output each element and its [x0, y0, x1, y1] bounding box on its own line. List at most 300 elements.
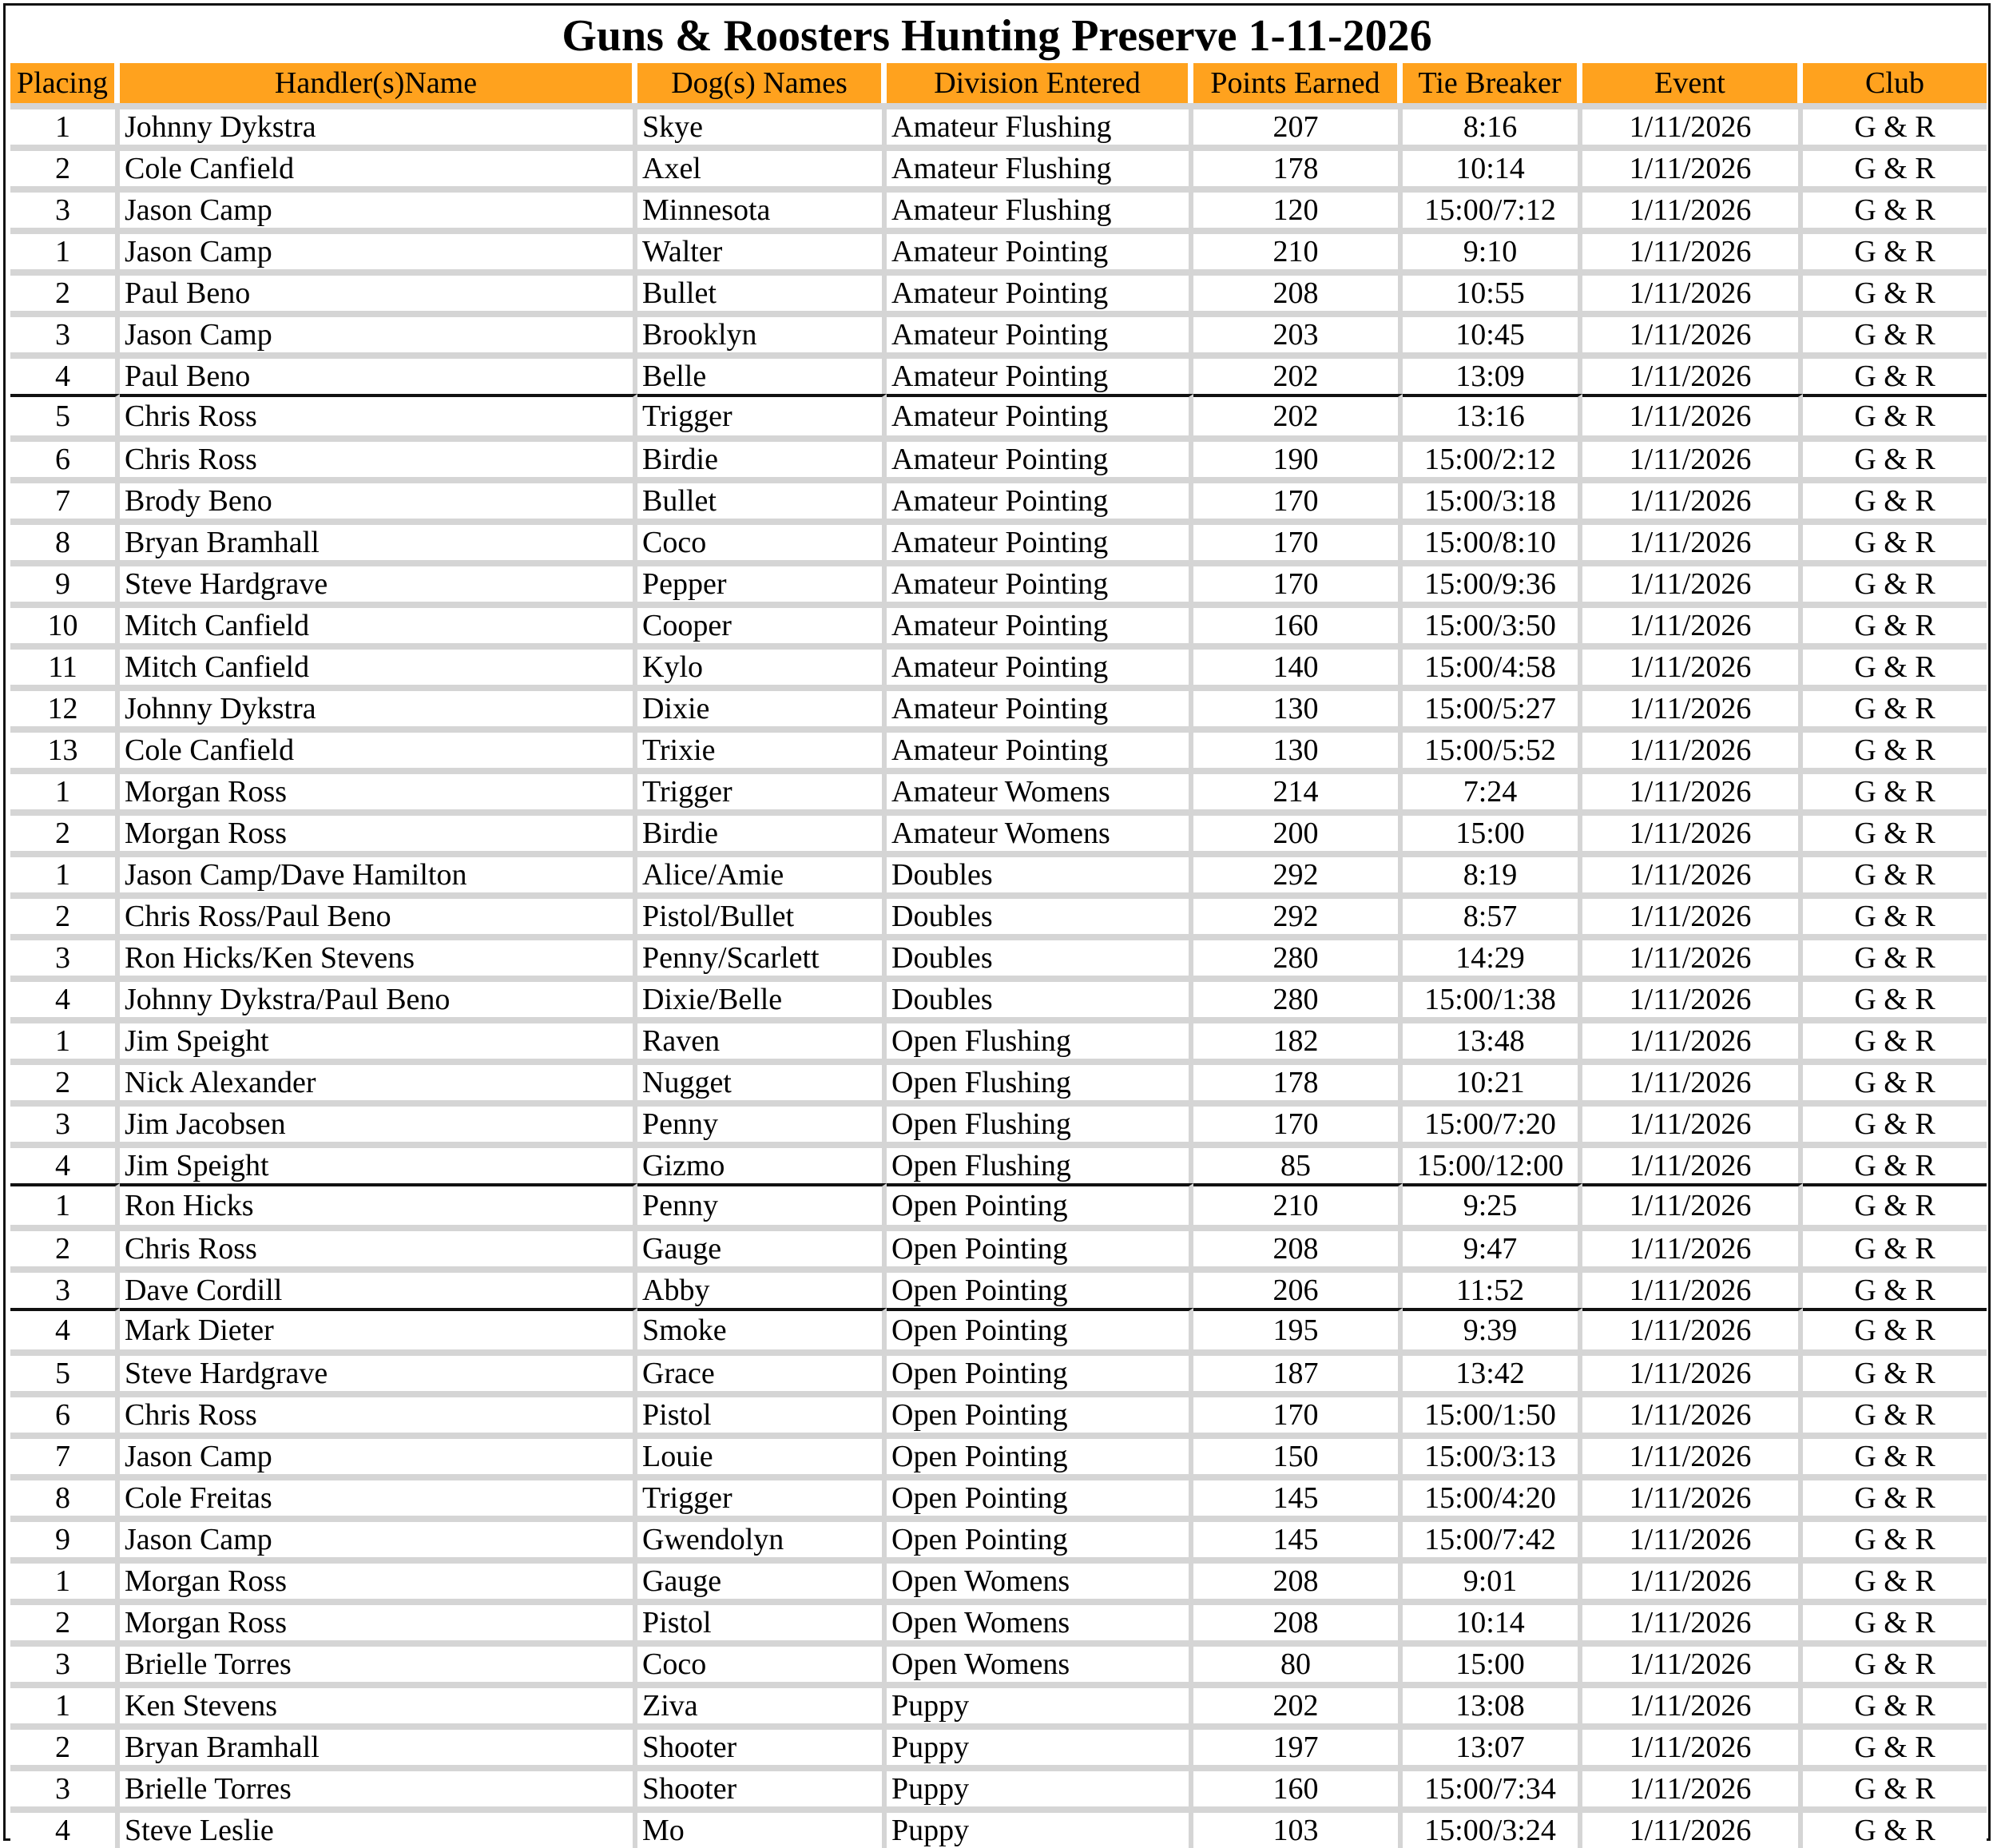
cell-event: 1/11/2026	[1582, 976, 1803, 1017]
cell-handler: Mitch Canfield	[120, 602, 637, 643]
cell-points: 85	[1193, 1142, 1403, 1183]
cell-dog: Cooper	[637, 602, 887, 643]
cell-club: G & R	[1803, 1723, 1987, 1765]
table-row	[10, 643, 1987, 685]
cell-placing: 10	[10, 602, 120, 643]
cell-placing: 11	[10, 643, 120, 685]
cell-handler: Johnny Dykstra	[120, 103, 637, 145]
cell-placing: 4	[10, 352, 120, 394]
cell-tie-breaker: 15:00/4:58	[1403, 643, 1582, 685]
cell-division: Amateur Pointing	[887, 394, 1193, 435]
cell-placing: 2	[10, 1723, 120, 1765]
cell-handler: Brielle Torres	[120, 1640, 637, 1682]
cell-division: Open Flushing	[887, 1142, 1193, 1183]
cell-tie-breaker: 15:00/4:20	[1403, 1474, 1582, 1516]
cell-dog: Birdie	[637, 435, 887, 477]
cell-division: Puppy	[887, 1723, 1193, 1765]
cell-points: 182	[1193, 1017, 1403, 1059]
cell-points: 208	[1193, 1599, 1403, 1640]
cell-handler: Jim Speight	[120, 1017, 637, 1059]
cell-club: G & R	[1803, 1516, 1987, 1557]
cell-points: 208	[1193, 1225, 1403, 1266]
cell-placing: 5	[10, 394, 120, 435]
cell-event: 1/11/2026	[1582, 1516, 1803, 1557]
table-row	[10, 269, 1987, 311]
cell-tie-breaker: 11:52	[1403, 1266, 1582, 1308]
cell-dog: Louie	[637, 1433, 887, 1474]
cell-placing: 3	[10, 186, 120, 228]
table-row	[10, 685, 1987, 726]
cell-club: G & R	[1803, 685, 1987, 726]
cell-placing: 2	[10, 269, 120, 311]
cell-tie-breaker: 10:55	[1403, 269, 1582, 311]
cell-division: Open Pointing	[887, 1225, 1193, 1266]
cell-event: 1/11/2026	[1582, 1599, 1803, 1640]
cell-points: 80	[1193, 1640, 1403, 1682]
cell-tie-breaker: 10:21	[1403, 1059, 1582, 1100]
cell-division: Amateur Pointing	[887, 228, 1193, 269]
cell-division: Doubles	[887, 934, 1193, 976]
cell-event: 1/11/2026	[1582, 1349, 1803, 1391]
cell-club: G & R	[1803, 477, 1987, 519]
cell-division: Puppy	[887, 1765, 1193, 1806]
table-row	[10, 145, 1987, 186]
cell-dog: Coco	[637, 519, 887, 560]
cell-division: Open Womens	[887, 1557, 1193, 1599]
cell-dog: Coco	[637, 1640, 887, 1682]
cell-event: 1/11/2026	[1582, 851, 1803, 892]
cell-dog: Minnesota	[637, 186, 887, 228]
cell-dog: Dixie	[637, 685, 887, 726]
cell-placing: 1	[10, 768, 120, 809]
cell-club: G & R	[1803, 643, 1987, 685]
cell-handler: Jim Jacobsen	[120, 1100, 637, 1142]
cell-division: Open Womens	[887, 1640, 1193, 1682]
cell-club: G & R	[1803, 726, 1987, 768]
cell-dog: Trigger	[637, 768, 887, 809]
table-row	[10, 1308, 1987, 1349]
cell-tie-breaker: 9:10	[1403, 228, 1582, 269]
cell-division: Open Pointing	[887, 1183, 1193, 1225]
table-row	[10, 1225, 1987, 1266]
cell-tie-breaker: 10:45	[1403, 311, 1582, 352]
cell-placing: 6	[10, 1391, 120, 1433]
table-row	[10, 1474, 1987, 1516]
cell-club: G & R	[1803, 1183, 1987, 1225]
cell-division: Open Pointing	[887, 1266, 1193, 1308]
cell-handler: Nick Alexander	[120, 1059, 637, 1100]
table-row	[10, 1806, 1987, 1848]
cell-dog: Brooklyn	[637, 311, 887, 352]
cell-points: 197	[1193, 1723, 1403, 1765]
cell-event: 1/11/2026	[1582, 1765, 1803, 1806]
cell-handler: Jim Speight	[120, 1142, 637, 1183]
cell-club: G & R	[1803, 768, 1987, 809]
cell-handler: Ron Hicks	[120, 1183, 637, 1225]
cell-dog: Bullet	[637, 477, 887, 519]
results-table	[10, 63, 1987, 1848]
cell-club: G & R	[1803, 851, 1987, 892]
cell-placing: 1	[10, 1017, 120, 1059]
table-row	[10, 435, 1987, 477]
cell-placing: 4	[10, 1142, 120, 1183]
cell-placing: 1	[10, 851, 120, 892]
cell-dog: Walter	[637, 228, 887, 269]
cell-tie-breaker: 9:25	[1403, 1183, 1582, 1225]
cell-dog: Smoke	[637, 1308, 887, 1349]
cell-placing: 13	[10, 726, 120, 768]
cell-handler: Morgan Ross	[120, 1599, 637, 1640]
table-row	[10, 560, 1987, 602]
table-row	[10, 186, 1987, 228]
cell-placing: 4	[10, 976, 120, 1017]
cell-event: 1/11/2026	[1582, 311, 1803, 352]
cell-division: Open Flushing	[887, 1017, 1193, 1059]
cell-handler: Johnny Dykstra	[120, 685, 637, 726]
cell-placing: 2	[10, 892, 120, 934]
cell-handler: Morgan Ross	[120, 809, 637, 851]
table-row	[10, 1142, 1987, 1183]
cell-tie-breaker: 15:00/7:42	[1403, 1516, 1582, 1557]
cell-points: 120	[1193, 186, 1403, 228]
cell-points: 280	[1193, 976, 1403, 1017]
cell-tie-breaker: 15:00/8:10	[1403, 519, 1582, 560]
cell-division: Amateur Pointing	[887, 435, 1193, 477]
table-row	[10, 311, 1987, 352]
cell-points: 208	[1193, 269, 1403, 311]
cell-dog: Pistol	[637, 1391, 887, 1433]
table-row	[10, 892, 1987, 934]
cell-points: 206	[1193, 1266, 1403, 1308]
cell-handler: Jason Camp	[120, 1516, 637, 1557]
cell-handler: Mark Dieter	[120, 1308, 637, 1349]
cell-division: Amateur Flushing	[887, 103, 1193, 145]
cell-event: 1/11/2026	[1582, 352, 1803, 394]
cell-event: 1/11/2026	[1582, 809, 1803, 851]
cell-placing: 4	[10, 1806, 120, 1848]
cell-tie-breaker: 9:47	[1403, 1225, 1582, 1266]
cell-event: 1/11/2026	[1582, 1100, 1803, 1142]
table-row	[10, 1017, 1987, 1059]
cell-dog: Trixie	[637, 726, 887, 768]
cell-points: 190	[1193, 435, 1403, 477]
cell-event: 1/11/2026	[1582, 1183, 1803, 1225]
table-row	[10, 1349, 1987, 1391]
cell-club: G & R	[1803, 1682, 1987, 1723]
cell-division: Open Pointing	[887, 1433, 1193, 1474]
cell-dog: Skye	[637, 103, 887, 145]
cell-club: G & R	[1803, 1017, 1987, 1059]
cell-club: G & R	[1803, 1225, 1987, 1266]
cell-dog: Ziva	[637, 1682, 887, 1723]
cell-dog: Grace	[637, 1349, 887, 1391]
cell-club: G & R	[1803, 1474, 1987, 1516]
table-row	[10, 1557, 1987, 1599]
cell-points: 170	[1193, 519, 1403, 560]
cell-division: Open Flushing	[887, 1100, 1193, 1142]
table-row	[10, 228, 1987, 269]
cell-handler: Morgan Ross	[120, 1557, 637, 1599]
cell-division: Amateur Womens	[887, 768, 1193, 809]
cell-club: G & R	[1803, 228, 1987, 269]
cell-event: 1/11/2026	[1582, 1723, 1803, 1765]
cell-club: G & R	[1803, 1433, 1987, 1474]
cell-handler: Brody Beno	[120, 477, 637, 519]
cell-division: Open Flushing	[887, 1059, 1193, 1100]
cell-tie-breaker: 13:42	[1403, 1349, 1582, 1391]
table-row	[10, 1723, 1987, 1765]
cell-club: G & R	[1803, 1640, 1987, 1682]
cell-club: G & R	[1803, 1059, 1987, 1100]
cell-points: 160	[1193, 1765, 1403, 1806]
cell-points: 160	[1193, 602, 1403, 643]
cell-placing: 8	[10, 519, 120, 560]
cell-division: Amateur Womens	[887, 809, 1193, 851]
cell-club: G & R	[1803, 435, 1987, 477]
cell-handler: Chris Ross/Paul Beno	[120, 892, 637, 934]
cell-event: 1/11/2026	[1582, 1142, 1803, 1183]
cell-tie-breaker: 13:07	[1403, 1723, 1582, 1765]
table-row	[10, 477, 1987, 519]
cell-club: G & R	[1803, 602, 1987, 643]
cell-division: Amateur Flushing	[887, 145, 1193, 186]
cell-dog: Shooter	[637, 1723, 887, 1765]
cell-tie-breaker: 15:00/3:13	[1403, 1433, 1582, 1474]
cell-placing: 1	[10, 1183, 120, 1225]
cell-event: 1/11/2026	[1582, 269, 1803, 311]
cell-tie-breaker: 15:00/5:52	[1403, 726, 1582, 768]
cell-handler: Steve Leslie	[120, 1806, 637, 1848]
cell-dog: Gizmo	[637, 1142, 887, 1183]
cell-dog: Pepper	[637, 560, 887, 602]
cell-handler: Morgan Ross	[120, 768, 637, 809]
cell-club: G & R	[1803, 186, 1987, 228]
cell-placing: 3	[10, 1765, 120, 1806]
cell-handler: Chris Ross	[120, 394, 637, 435]
cell-placing: 12	[10, 685, 120, 726]
cell-club: G & R	[1803, 560, 1987, 602]
cell-division: Amateur Pointing	[887, 685, 1193, 726]
cell-placing: 2	[10, 1059, 120, 1100]
table-row	[10, 1433, 1987, 1474]
cell-event: 1/11/2026	[1582, 726, 1803, 768]
cell-points: 170	[1193, 1391, 1403, 1433]
cell-dog: Gauge	[637, 1557, 887, 1599]
cell-division: Doubles	[887, 851, 1193, 892]
cell-tie-breaker: 15:00/3:50	[1403, 602, 1582, 643]
table-row	[10, 768, 1987, 809]
cell-event: 1/11/2026	[1582, 435, 1803, 477]
col-header-tie-breaker: Tie Breaker	[1403, 63, 1582, 103]
cell-placing: 9	[10, 1516, 120, 1557]
cell-points: 130	[1193, 726, 1403, 768]
cell-dog: Penny	[637, 1100, 887, 1142]
cell-dog: Alice/Amie	[637, 851, 887, 892]
table-row	[10, 1100, 1987, 1142]
cell-event: 1/11/2026	[1582, 1474, 1803, 1516]
cell-tie-breaker: 15:00/9:36	[1403, 560, 1582, 602]
cell-handler: Johnny Dykstra/Paul Beno	[120, 976, 637, 1017]
col-header-dog: Dog(s) Names	[637, 63, 887, 103]
cell-points: 200	[1193, 809, 1403, 851]
cell-event: 1/11/2026	[1582, 768, 1803, 809]
cell-points: 214	[1193, 768, 1403, 809]
cell-event: 1/11/2026	[1582, 1266, 1803, 1308]
cell-club: G & R	[1803, 976, 1987, 1017]
cell-dog: Abby	[637, 1266, 887, 1308]
cell-tie-breaker: 9:01	[1403, 1557, 1582, 1599]
cell-placing: 8	[10, 1474, 120, 1516]
cell-division: Doubles	[887, 976, 1193, 1017]
cell-placing: 4	[10, 1308, 120, 1349]
cell-placing: 3	[10, 934, 120, 976]
cell-event: 1/11/2026	[1582, 394, 1803, 435]
cell-event: 1/11/2026	[1582, 1806, 1803, 1848]
cell-event: 1/11/2026	[1582, 1308, 1803, 1349]
cell-placing: 2	[10, 1225, 120, 1266]
table-row	[10, 1059, 1987, 1100]
cell-tie-breaker: 15:00/3:24	[1403, 1806, 1582, 1848]
cell-event: 1/11/2026	[1582, 1433, 1803, 1474]
cell-dog: Raven	[637, 1017, 887, 1059]
cell-division: Amateur Pointing	[887, 477, 1193, 519]
cell-placing: 9	[10, 560, 120, 602]
cell-handler: Paul Beno	[120, 269, 637, 311]
cell-tie-breaker: 8:16	[1403, 103, 1582, 145]
cell-event: 1/11/2026	[1582, 519, 1803, 560]
cell-division: Doubles	[887, 892, 1193, 934]
cell-handler: Dave Cordill	[120, 1266, 637, 1308]
cell-division: Open Pointing	[887, 1516, 1193, 1557]
table-row	[10, 394, 1987, 435]
cell-dog: Penny	[637, 1183, 887, 1225]
cell-points: 178	[1193, 145, 1403, 186]
cell-points: 170	[1193, 1100, 1403, 1142]
cell-division: Open Pointing	[887, 1391, 1193, 1433]
cell-points: 170	[1193, 477, 1403, 519]
cell-division: Amateur Pointing	[887, 311, 1193, 352]
cell-event: 1/11/2026	[1582, 892, 1803, 934]
cell-handler: Jason Camp	[120, 311, 637, 352]
table-row	[10, 851, 1987, 892]
cell-tie-breaker: 15:00	[1403, 809, 1582, 851]
cell-handler: Chris Ross	[120, 1391, 637, 1433]
cell-points: 145	[1193, 1516, 1403, 1557]
cell-points: 202	[1193, 394, 1403, 435]
table-row	[10, 1183, 1987, 1225]
cell-club: G & R	[1803, 394, 1987, 435]
cell-tie-breaker: 10:14	[1403, 1599, 1582, 1640]
cell-event: 1/11/2026	[1582, 1640, 1803, 1682]
cell-tie-breaker: 13:08	[1403, 1682, 1582, 1723]
cell-points: 207	[1193, 103, 1403, 145]
cell-handler: Chris Ross	[120, 1225, 637, 1266]
cell-dog: Birdie	[637, 809, 887, 851]
cell-club: G & R	[1803, 1557, 1987, 1599]
cell-club: G & R	[1803, 1599, 1987, 1640]
cell-tie-breaker: 13:16	[1403, 394, 1582, 435]
cell-points: 292	[1193, 851, 1403, 892]
cell-placing: 7	[10, 1433, 120, 1474]
cell-dog: Penny/Scarlett	[637, 934, 887, 976]
cell-event: 1/11/2026	[1582, 186, 1803, 228]
cell-division: Open Womens	[887, 1599, 1193, 1640]
cell-handler: Steve Hardgrave	[120, 560, 637, 602]
cell-tie-breaker: 15:00/1:50	[1403, 1391, 1582, 1433]
cell-event: 1/11/2026	[1582, 1059, 1803, 1100]
cell-dog: Dixie/Belle	[637, 976, 887, 1017]
cell-division: Amateur Pointing	[887, 519, 1193, 560]
cell-club: G & R	[1803, 1142, 1987, 1183]
table-row	[10, 976, 1987, 1017]
cell-division: Puppy	[887, 1806, 1193, 1848]
cell-division: Amateur Flushing	[887, 186, 1193, 228]
cell-placing: 1	[10, 1557, 120, 1599]
cell-handler: Jason Camp/Dave Hamilton	[120, 851, 637, 892]
cell-points: 210	[1193, 1183, 1403, 1225]
cell-event: 1/11/2026	[1582, 103, 1803, 145]
cell-tie-breaker: 15:00/7:34	[1403, 1765, 1582, 1806]
cell-handler: Chris Ross	[120, 435, 637, 477]
cell-points: 170	[1193, 560, 1403, 602]
cell-handler: Bryan Bramhall	[120, 519, 637, 560]
cell-dog: Gwendolyn	[637, 1516, 887, 1557]
cell-points: 203	[1193, 311, 1403, 352]
cell-points: 178	[1193, 1059, 1403, 1100]
cell-dog: Nugget	[637, 1059, 887, 1100]
cell-event: 1/11/2026	[1582, 1391, 1803, 1433]
cell-event: 1/11/2026	[1582, 602, 1803, 643]
cell-handler: Paul Beno	[120, 352, 637, 394]
cell-division: Amateur Pointing	[887, 352, 1193, 394]
cell-tie-breaker: 8:19	[1403, 851, 1582, 892]
table-row	[10, 519, 1987, 560]
cell-division: Amateur Pointing	[887, 643, 1193, 685]
cell-handler: Jason Camp	[120, 1433, 637, 1474]
table-row	[10, 726, 1987, 768]
cell-placing: 3	[10, 1640, 120, 1682]
cell-tie-breaker: 7:24	[1403, 768, 1582, 809]
cell-event: 1/11/2026	[1582, 477, 1803, 519]
cell-points: 195	[1193, 1308, 1403, 1349]
cell-tie-breaker: 15:00/7:20	[1403, 1100, 1582, 1142]
cell-event: 1/11/2026	[1582, 560, 1803, 602]
cell-points: 103	[1193, 1806, 1403, 1848]
cell-event: 1/11/2026	[1582, 643, 1803, 685]
cell-dog: Shooter	[637, 1765, 887, 1806]
cell-tie-breaker: 15:00/5:27	[1403, 685, 1582, 726]
cell-event: 1/11/2026	[1582, 1017, 1803, 1059]
cell-points: 280	[1193, 934, 1403, 976]
cell-dog: Pistol	[637, 1599, 887, 1640]
cell-placing: 2	[10, 809, 120, 851]
cell-tie-breaker: 15:00/12:00	[1403, 1142, 1582, 1183]
cell-club: G & R	[1803, 1100, 1987, 1142]
col-header-placing: Placing	[10, 63, 120, 103]
cell-points: 210	[1193, 228, 1403, 269]
cell-placing: 1	[10, 228, 120, 269]
cell-event: 1/11/2026	[1582, 1225, 1803, 1266]
cell-dog: Trigger	[637, 394, 887, 435]
cell-club: G & R	[1803, 1806, 1987, 1848]
cell-points: 140	[1193, 643, 1403, 685]
cell-placing: 2	[10, 1599, 120, 1640]
cell-points: 187	[1193, 1349, 1403, 1391]
cell-handler: Cole Canfield	[120, 726, 637, 768]
cell-placing: 2	[10, 145, 120, 186]
cell-placing: 1	[10, 103, 120, 145]
cell-points: 208	[1193, 1557, 1403, 1599]
